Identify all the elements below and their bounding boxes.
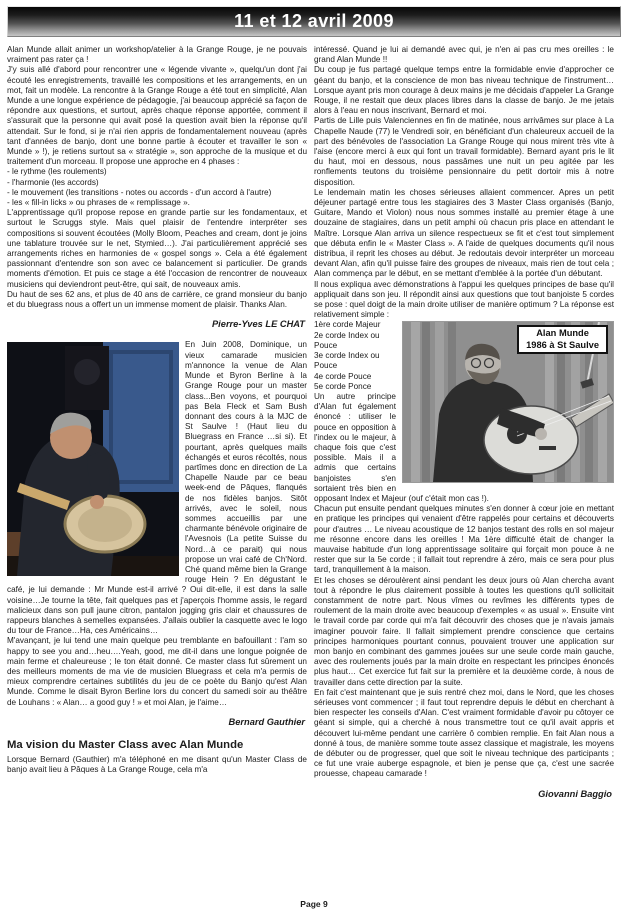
page-title: 11 et 12 avril 2009 — [234, 11, 394, 31]
page-number: Page 9 — [300, 899, 328, 909]
photo-caption — [517, 325, 608, 354]
article2-paragraph: M'avançant, je lui tend une main quelque peu tremblante en bafouillant : I'am so happy to see you and…heu….Yeah, good, me dit-il dans une longue poignée de main ferme et chaleureuse ; le ton était donné. Ce master class fut sûrement un des meilleurs moments de ma vie de musicien Bluegrass et cela m'a permis de mieux comprendre certaines subtilités du jeu de ce poète du Banjo qu'est Alan Munde. Comme le disait Byron Berline lors du concert du samedi soir au théâtre de Louhans : « Alan… a good guy ! » et moi Alan, je l'aime… — [7, 636, 307, 707]
right-column — [314, 45, 614, 810]
article1-paragraph: Du haut de ses 62 ans, et plus de 40 ans de carrière, ce grand monsieur du banjo et du bluegrass nous a offert un un immense moment de plaisir. Thanks Alan. — [7, 289, 307, 310]
corde-list-item: 2e corde Index ou Pouce — [314, 330, 380, 350]
page-body — [0, 45, 628, 810]
corde-list-item: 4e corde Pouce — [314, 371, 372, 381]
corde-list-item: 5e corde Ponce — [314, 381, 372, 391]
article2-block — [7, 340, 307, 727]
article1-paragraph: J'y suis allé d'abord pour rencontrer une « légende vivante », quelqu'un dont j'ai écouté les enregistrements, travaillé les compositions et les arrangements, en un mot, fait un modèle. La rencontre à la Grange Rouge a été tout en simplicité, Alan Munde a une longue expérience de pédagogie, j'ai beaucoup apprécié sa façon de répondre aux questions, et surtout, après chaque réponse apportée, comment il s'assurait que la personne qui avait posé la question avait bien la réponse qu'il attendait. Sur le fond, si je n'ai rien appris de fondamentalement nouveau (après tant d'années de banjo, dont une bonne partie à écouter et travailler le son « Munde » !), je retiens surtout sa « stratégie », son approche de la musique et du traitement d'un morceau. Il propose une approche en 4 phases : — [7, 65, 307, 167]
article3-paragraph: intéressé. Quand je lui ai demandé avec qui, je n'en ai pas cru mes oreilles : le grand Alan Munde !! — [314, 45, 614, 65]
corde-list-item: 1ère corde Majeur — [314, 320, 381, 330]
article3-paragraph: Chacun put ensuite pendant quelques minutes s'en donner à cœur joie en mettant en pratique les principes qui venaient d'être rappelés pour certains et découverts pour d'autres … Le niveau acoustique de 12 banjos testant des rolls en sol majeur me résonne encore dans les oreilles ! Ma 1ère difficulté était de changer la mauvaise habitude d'un long apprentissage solitaire qui forçait mon pouce à ne rester que sur la 5e corde ; il fallait tout reprendre à zéro, mais ce sera pour plus tard, tranquillement à la maison. — [314, 504, 614, 575]
signature-bernard-gauthier: Bernard Gauthier — [228, 716, 305, 727]
article1-paragraph: Alan Munde allait animer un workshop/atelier à la Grange Rouge, je ne pouvais vraiment pas rater ça ! — [7, 45, 307, 65]
workshop-photo — [7, 342, 179, 576]
article3-paragraph: En fait c'est maintenant que je suis rentré chez moi, dans le Nord, que les choses sérieuses vont commencer ; il faut tout reprendre depuis le début en cherchant à bien respecter les conseils d'Alan. C'est vraiment formidable d'avoir pu côtoyer ce géant si simple, qui a cherché à nous transmettre tout ce qu'il avait appris et découvert lui-même pendant une carrière ô combien remplie. En fait Alan nous a donné à tous, de manière somme toute assez classique et magistrale, les moyens de débuter ou de progresser, quel que soit le niveau technique des participants ; ce fut une vraie auberge espagnole, et bien je pense que ça, c'est une sacrée prouesse, chapeau camarade ! — [314, 687, 614, 779]
article3-paragraph: Le lendemain matin les choses sérieuses allaient commencer. Apres un petit déjeuner partagé entre tous les stagiaires des 3 Master Class organisés (Banjo, Guitare, Mando et Violon) nous nous sommes installé au premier étage à une douzaine de stagiaires, dans un petit amphi où chacun pris place en attendant le Maître. Lorsque Alan arriva un silence respectueux se fit et c'est tout simplement que débuta enfin le « Master Class ». A l'aide de quelques documents qu'il nous distribua, il reprit les choses au début. Je redoutais devoir interpréter un morceau devant Alan, afin qu'il puisse faire des groupes de niveaux, mais rien de tout cela ; Alan commença par le début, en se mettant d'emblée à la portée d'un débutant. — [314, 187, 614, 279]
article3-heading: Ma vision du Master Class avec Alan Munde — [7, 739, 244, 751]
photo-caption-detail: 1986 à St Saulve — [526, 339, 599, 350]
page-header — [7, 6, 621, 37]
article3-paragraph: Lorsque Bernard (Gauthier) m'a téléphoné en me disant qu'un Master Class de banjo avait lieu à Pâques à La Grange Rouge, cela m'a — [7, 755, 307, 775]
signature-pierre-yves-le-chat: Pierre-Yves LE CHAT — [211, 319, 305, 330]
phase-list-item: - l'harmonie (les accords) — [7, 177, 99, 187]
article2-paragraph: En Juin 2008, Dominique, un vieux camarade musicien m'annonce la venue de Alan Munde et Byron Berline à la Grange Rouge pour un master class...Ben voyons, et pourquoi pas Bela Fleck et Sam Bush donnant des cours à la MJC de St Saulve ! (Haut lieu du Bluegrass en France …si si). Et pourtant, après quelques mails échangés et euros récoltés, nous partîmes donc en direction de La Chapelle Naude par ce beau week-end de Pâques, flanqués de nos fidèles banjos. Sitôt arrivés, avec le soleil, nous sommes accueillis par une charmante bénévole originaire de l'Avesnois (La petite Suisse du Nord…à ce parait) qui nous propose un vrai café de Ch'Nord. Ché quand même bien la Grange rouge Hein ? En dégustant le café, je lui demande : Mr Munde est-il arrivé ? Oui dit-elle, il est dans la salle voisine…Je tourne la tête, fait quelques pas et j'aperçois l'homme assis, le regard malicieux dans son pull jaune citron, pantalon jogging gris clair et chaussures de rappeurs blanches à semelles expansées. J'allais oublier la casquette avec le logo du tour de France…Ha, ces Américains… — [7, 340, 307, 636]
alan-munde-photo — [402, 321, 614, 483]
phase-list-item: - le rythme (les roulements) — [7, 167, 107, 177]
article3-paragraph: Un autre principe d'Alan fut également énoncé : utiliser le pouce en opposition à l'index ou le majeur, à chaque fois que c'est possible. Mais il a admis que certains banjoistes s'en sortaient très bien en opposant Index et Majeur (ouf c'était mon cas !). — [314, 391, 489, 503]
article3-paragraph: Du coup je fus partagé quelque temps entre la formidable envie d'approcher ce géant du banjo, et la conscience de mon bas niveau technique de l'instrument… Lorsque ayant pris mon courage à deux mains je me décidais d'appeler La Grange Rouge, il ne restait que deux places libres dans la classe de banjo. Je me jetais alors à l'eau en nous inscrivant, Bernard et moi. — [314, 65, 614, 116]
workshop-photo-image — [7, 342, 179, 576]
left-column — [7, 45, 307, 810]
signature-giovanni-baggio: Giovanni Baggio — [538, 788, 612, 799]
phase-list-item: - les « fill-in licks » ou phrases de « remplissage ». — [7, 198, 190, 208]
article1-paragraph: L'apprentissage qu'il propose repose en grande partie sur les fondamentaux, et surtout le Scruggs style. Mais quel plaisir de l'entendre interpréter ses compositions si souvent écoutées (Molly Bloom, Peaches and cream, dont je joins une tablature trouvée sur le net, Stymied…). J'ai particulièrement apprécié ses arrangements riches en harmonies de « gospel songs ». Cela a été également passionnant d'entendre son son avec ce balancement si particulier. De grands moments d'émotion. Et puis ce stage a été l'occasion de rencontrer de nouveaux musiciens qui deviendront peut-être, qui sait, de nouveaux amis. — [7, 208, 307, 289]
article3-paragraph: Et les choses se déroulèrent ainsi pendant les deux jours où Alan chercha avant tout à répondre le plus clairement possible à toutes les questions qu'il sollicitait constamment de notre part. Nous vîmes ou revîmes les différents types de roulement de la main droite avec beaucoup d'exemples « as usual ». Ensuite vint le travail corde par corde qui m'a fait découvrir des choses que je n'avais jamais imaginer pouvoir faire. Il fallait simplement prendre conscience que certains principes harmoniques pourtant connus, pouvaient trouver une application sur mon banjo en combinant des gammes jouées sur une seule corde main gauche, avec des roulements joués par la main droite en respectant les principes énoncés plus haut… Cet exercice fut fait sur la première et la deuxième corde, à nous de travailler dans cette direction par la suite. — [314, 575, 614, 687]
phase-list-item: - le mouvement (les transitions - notes ou accords - d'un accord à l'autre) — [7, 187, 272, 197]
corde-list-item: 3e corde Index ou Pouce — [314, 351, 380, 371]
article3-paragraph: Il nous expliqua avec démonstrations à l'appui les quelques principes de base qu'il appliquait dans son jeu. Il répondit ainsi aux questions que tout banjoiste 5 cordes se pose : quel doigt de la main droite utiliser de manière optimum ? La réponse est relativement simple : — [314, 279, 614, 320]
article3-paragraph: Partis de Lille puis Valenciennes en fin de matinée, nous arrivâmes sur place à La Chapelle Naude (77) le Vendredi soir, en bénéficiant d'un chaleureux accueil de la part des bénévoles de l'association La Grange Rouge qui nous mirent très vite à l'aise (encore merci à eux qui font un travail formidable). Bernard ayant pris le lit du haut, moi en dessous, nous passâmes une nuit un peu agitée par les ronflements teutons du troisième pensionnaire du petit dortoir mis à notre disposition. — [314, 116, 614, 187]
photo-caption-name: Alan Munde — [536, 328, 589, 339]
